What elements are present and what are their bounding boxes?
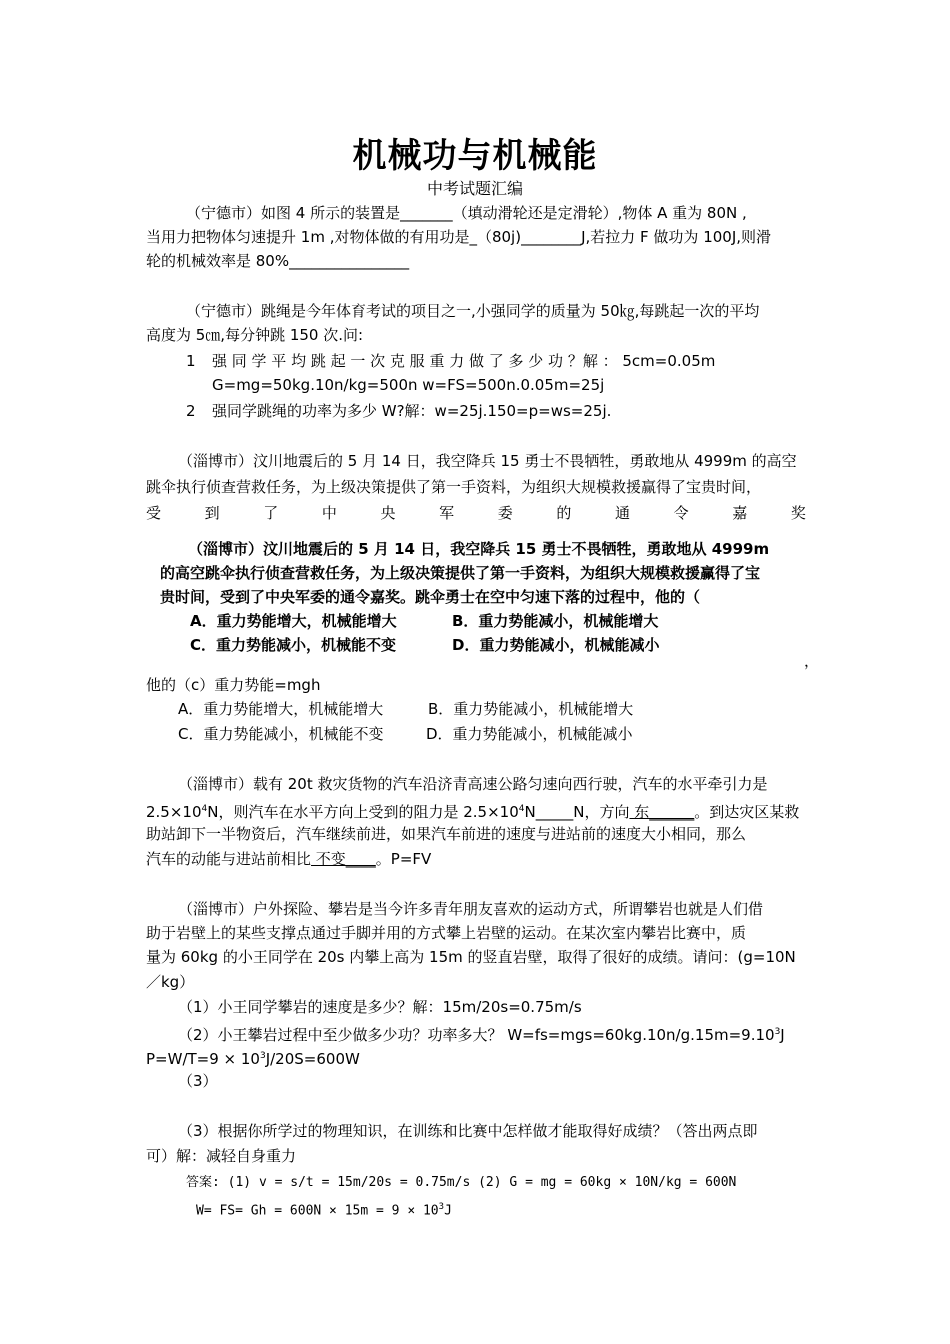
figure-line-2: 的高空跳伞执行侦查营救任务，为上级决策提供了第一手资料，为组织大规模救援赢得了宝 xyxy=(160,564,761,582)
q5-exponent: 3 xyxy=(774,1027,781,1037)
q5-line-3: 量为 60kg 的小王同学在 20s 内攀上高为 15m 的竖直岩壁，取得了很好的成绩。请问：(g=10N xyxy=(146,948,796,966)
q3-comma: ， xyxy=(804,652,820,670)
q4-exponent: 4 xyxy=(518,804,525,814)
q4-line-1: （淄博市）载有 20t 救灾货物的汽车沿济青高速公路匀速向西行驶，汽车的水平牵引力是 xyxy=(178,775,768,793)
q4-force-value: 2.5×10 xyxy=(146,803,202,821)
q5-part-1: （1）小王同学攀岩的速度是多少？解：15m/20s=0.75m/s xyxy=(178,998,582,1016)
q4-line-3: 助站卸下一半物资后，汽车继续前进，如果汽车前进的速度与进站前的速度大小相同，那么 xyxy=(146,825,747,843)
q4-answer-kinetic: 不变____ xyxy=(311,850,376,868)
q5-text: J xyxy=(780,1026,785,1044)
q4-text: N xyxy=(524,803,536,821)
q3-option-b: B．重力势能减小，机械能增大 xyxy=(428,700,634,718)
q2-item-1-text: 强 同 学 平 均 跳 起 一 次 克 服 重 力 做 了 多 少 功 ？解 ： 5cm=0.05m xyxy=(212,352,716,370)
q2-item-1-solution: G=mg=50kg.10n/kg=500n w=FS=500n.0.05m=25j xyxy=(212,376,605,394)
q4-text: 汽车的动能与进站前相比 xyxy=(146,850,312,868)
q3-word: 嘉 xyxy=(732,504,748,522)
q5-text: J/20S=600W xyxy=(265,1050,360,1068)
q2-item-2-text: 强同学跳绳的功率为多少 W?解：w=25j.150=p=ws=25j. xyxy=(212,402,612,420)
q1-line-3: 轮的机械效率是 80%________________ xyxy=(146,252,410,270)
q4-text: 。P=FV xyxy=(375,850,432,868)
q5-answer-text: W= FS= Gh = 600N × 15m = 9 × 10 xyxy=(196,1203,439,1219)
q4-text: N，则汽车在水平方向上受到的阻力是 2.5×10 xyxy=(207,803,519,821)
page-title: 机械功与机械能 xyxy=(352,136,598,176)
q2-item-1-number: 1 xyxy=(186,352,196,370)
figure-option-a: A．重力势能增大，机械能增大 xyxy=(190,612,397,630)
q3-option-c: C．重力势能减小，机械能不变 xyxy=(178,725,384,743)
q5-answer-line-2 xyxy=(196,1196,452,1222)
q5-line-2: 助于岩壁上的某些支撑点通过手脚并用的方式攀上岩壁的运动。在某次室内攀岩比赛中，质 xyxy=(146,924,747,942)
q1-line-2: 当用力把物体匀速提升 1m ,对物体做的有用功是_（80j)________J,若拉力 F 做功为 100J,则滑 xyxy=(146,228,772,246)
q1-line-1: （宁德市）如图 4 所示的装置是_______（填动滑轮还是定滑轮）,物体 A 重为 80N , xyxy=(186,204,747,222)
q3-word: 的 xyxy=(556,504,572,522)
figure-line-1: （淄博市）汶川地震后的 5 月 14 日，我空降兵 15 勇士不畏牺牲，勇敢地从 4999m xyxy=(188,540,770,558)
embedded-question-figure xyxy=(150,532,810,658)
q3-option-a: A．重力势能增大，机械能增大 xyxy=(178,700,384,718)
q3-word: 军 xyxy=(439,504,455,522)
q4-text: N，方向 xyxy=(573,803,630,821)
q3-option-d: D．重力势能减小，机械能减小 xyxy=(426,725,633,743)
q3-line-1: （淄博市）汶川地震后的 5 月 14 日，我空降兵 15 勇士不畏牺牲，勇敢地从 4999m 的高空 xyxy=(178,452,797,470)
q3-word: 受 xyxy=(146,504,162,522)
q2-line-2: 高度为 5㎝,每分钟跳 150 次.问: xyxy=(146,326,364,344)
q3-word: 通 xyxy=(615,504,631,522)
q5-answer-text: J xyxy=(444,1203,452,1219)
q5-part-4-line-1: （3）根据你所学过的物理知识，在训练和比赛中怎样做才能取得好成绩？（答出两点即 xyxy=(178,1122,758,1140)
q5-line-4: ／kg） xyxy=(146,973,195,991)
q3-line-3 xyxy=(146,502,806,524)
q3-line-2: 跳伞执行侦查营救任务，为上级决策提供了第一手资料，为组织大规模救援赢得了宝贵时间， xyxy=(146,478,762,496)
q5-exponent: 3 xyxy=(438,1202,445,1212)
q3-word: 了 xyxy=(263,504,279,522)
q3-word: 中 xyxy=(321,504,337,522)
q5-line-1: （淄博市）户外探险、攀岩是当今许多青年朋友喜欢的运动方式，所谓攀岩也就是人们借 xyxy=(178,900,764,918)
figure-option-b: B．重力势能减小，机械能增大 xyxy=(452,612,659,630)
q3-word: 到 xyxy=(204,504,220,522)
q4-exponent: 4 xyxy=(201,804,208,814)
q2-line-1: （宁德市）跳绳是今年体育考试的项目之一,小强同学的质量为 50㎏,每跳起一次的平均 xyxy=(186,302,760,320)
q4-answer-direction: 东______ xyxy=(629,803,695,821)
q4-text: 。到达灾区某救 xyxy=(694,803,800,821)
page-subtitle: 中考试题汇编 xyxy=(426,179,523,198)
figure-line-3: 贵时间，受到了中央军委的通令嘉奖。跳伞勇士在空中匀速下落的过程中，他的（ xyxy=(160,588,701,606)
q5-part-2-power xyxy=(146,1045,360,1070)
q4-blank: _____ xyxy=(535,803,574,821)
q5-part-3: （3） xyxy=(178,1072,218,1090)
q5-exponent: 3 xyxy=(259,1051,266,1061)
figure-option-c: C．重力势能减小，机械能不变 xyxy=(190,636,397,654)
q4-line-2 xyxy=(146,798,799,823)
q3-word: 委 xyxy=(497,504,513,522)
q4-line-4 xyxy=(146,848,431,870)
q5-part-4-line-2: 可）解：减轻自身重力 xyxy=(146,1147,297,1165)
q5-text: （2）小王攀岩过程中至少做多少功？功率多大？ W=fs=mgs=60kg.10n/g.15m=9.10 xyxy=(178,1026,775,1044)
q3-word: 奖 xyxy=(790,504,806,522)
figure-option-d: D．重力势能减小，机械能减小 xyxy=(452,636,660,654)
q3-word: 央 xyxy=(380,504,396,522)
q3-word: 令 xyxy=(673,504,689,522)
q5-answer-line-1: 答案: (1) v = s/t = 15m/20s = 0.75m/s (2) G = mg = 60kg × 10N/kg = 600N xyxy=(186,1175,737,1190)
q2-item-2-number: 2 xyxy=(186,402,196,420)
q5-text: P=W/T=9 × 10 xyxy=(146,1050,260,1068)
q3-answer: 他的（c）重力势能=mgh xyxy=(146,676,321,694)
q5-part-2 xyxy=(178,1021,785,1046)
